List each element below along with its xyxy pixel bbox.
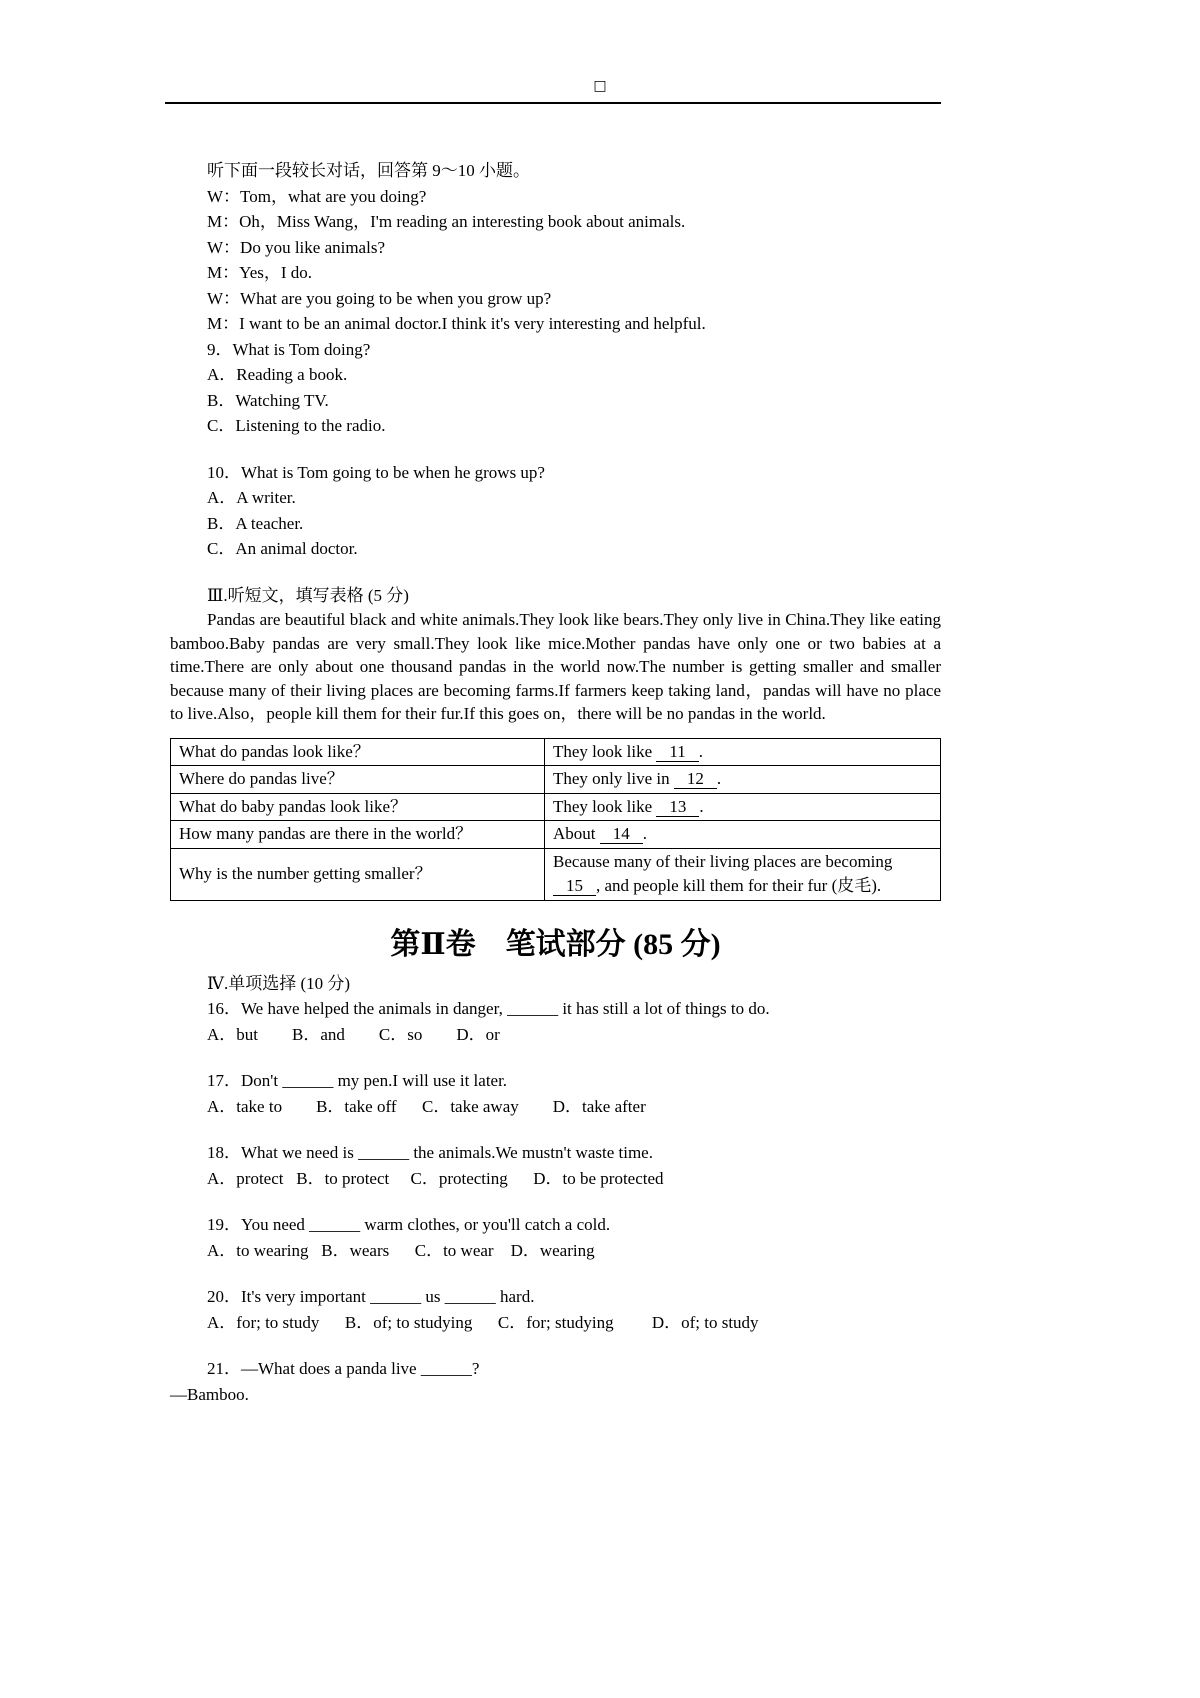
answer-blank-11: 11 [656,742,698,762]
section4-title: Ⅳ.单项选择 (10 分) [207,973,351,993]
answer-blank-12: 12 [674,769,717,789]
table-answer-4 [545,821,941,849]
answer-post: . [716,769,722,788]
q21-answer-bamboo: —Bamboo. [170,1384,249,1404]
dialogue-line-6: M：I want to be an animal doctor.I think it's very interesting and helpful. [207,314,706,333]
answer-pre: They look like [553,741,653,761]
panda-table-row-3 [171,793,941,821]
table-question-3: What do baby pandas look like？ [171,793,545,821]
table-answer-5 [545,848,941,900]
q10-option-a: A．A writer. [207,488,296,507]
q17-options: A．take to B．take off C．take away D．take after [207,1096,646,1116]
q16-options: A．but B．and C．so D．or [207,1024,500,1044]
q10-option-b: B．A teacher. [207,513,304,533]
table-answer-2 [545,766,941,794]
q20-stem: 20．It's very important ______ us ______ hard. [207,1287,535,1306]
q18-stem: 18．What we need is ______ the animals.We mustn't waste time. [207,1143,653,1162]
table-question-1: What do pandas look like？ [171,738,545,766]
answer-pre: Because many of their living places are becoming [553,851,893,871]
q16-stem: 16．We have helped the animals in danger, ______ it has still a lot of things to do. [207,999,770,1018]
panda-table-row-5 [171,848,941,900]
q20-options: A．for; to study B．of; to studying C．for; studying D．of; to study [207,1312,759,1332]
section3-title: Ⅲ.听短文，填写表格 (5 分) [207,585,409,605]
listening-intro: 听下面一段较长对话，回答第 9～10 小题。 [207,161,530,180]
answer-post: . [642,824,647,843]
dialogue-line-5: W：What are you going to be when you grow up? [207,288,552,308]
q9-option-a: A．Reading a book. [207,365,348,384]
q10-option-c: C．An animal doctor. [207,539,358,558]
answer-blank-14: 14 [600,824,643,844]
q18-options: A．protect B．to protect C．protecting D．to be protected [207,1168,664,1188]
q17-stem: 17．Don't ______ my pen.I will use it later. [207,1071,508,1090]
table-question-2: Where do pandas live？ [171,766,545,794]
dialogue-line-2: M：Oh，Miss Wang，I'm reading an interesting book about animals. [207,212,686,231]
page-content [170,158,941,1407]
answer-pre: They look like [553,796,653,816]
table-answer-1 [545,738,941,766]
answer-post: . [699,796,704,816]
q9-option-c: C．Listening to the radio. [207,416,386,435]
dialogue-line-3: W：Do you like animals? [207,237,385,257]
answer-pre: About [553,824,596,843]
q21-stem: 21．—What does a panda live ______? [207,1359,480,1378]
header-rule [165,102,941,104]
part2-heading: 第Ⅱ卷 笔试部分 (85 分) [390,927,721,961]
section3-passage: Pandas are beautiful black and white animals.They look like bears.They only live in China.They like eating bamboo.Baby pandas are very small.They look like mice.Mother pandas have only one or two babies at a time.There are only about one thousand pandas in the world now.The number is getting smaller and smaller because many of their living places are becoming farms.If farmers keep taking land，pandas will have no place to live.Also，people kill them for their fur.If this goes on，there will be no pandas in the world. [170,610,941,723]
table-question-5: Why is the number getting smaller？ [171,848,545,900]
answer-post: , and people kill them for their fur (皮毛). [596,876,882,895]
table-answer-3 [545,793,941,821]
dialogue-line-4: M：Yes，I do. [207,263,313,282]
panda-table-row-2 [171,766,941,794]
panda-table-row-1 [171,738,941,766]
answer-blank-15: 15 [553,876,596,896]
q9-option-b: B．Watching TV. [207,390,329,410]
answer-pre: They only live in [553,769,670,788]
panda-table [170,738,941,901]
answer-post: . [698,741,704,761]
panda-table-row-4 [171,821,941,849]
q10-stem: 10．What is Tom going to be when he grows up? [207,462,545,482]
q19-stem: 19．You need ______ warm clothes, or you'll catch a cold. [207,1215,611,1234]
q9-stem: 9．What is Tom doing? [207,339,371,359]
q19-options: A．to wearing B．wears C．to wear D．wearing [207,1240,595,1260]
table-question-4: How many pandas are there in the world？ [171,821,545,849]
unknown-character-glyph: □ [593,78,607,94]
dialogue-line-1: W：Tom，what are you doing? [207,186,427,206]
answer-blank-13: 13 [656,797,699,817]
